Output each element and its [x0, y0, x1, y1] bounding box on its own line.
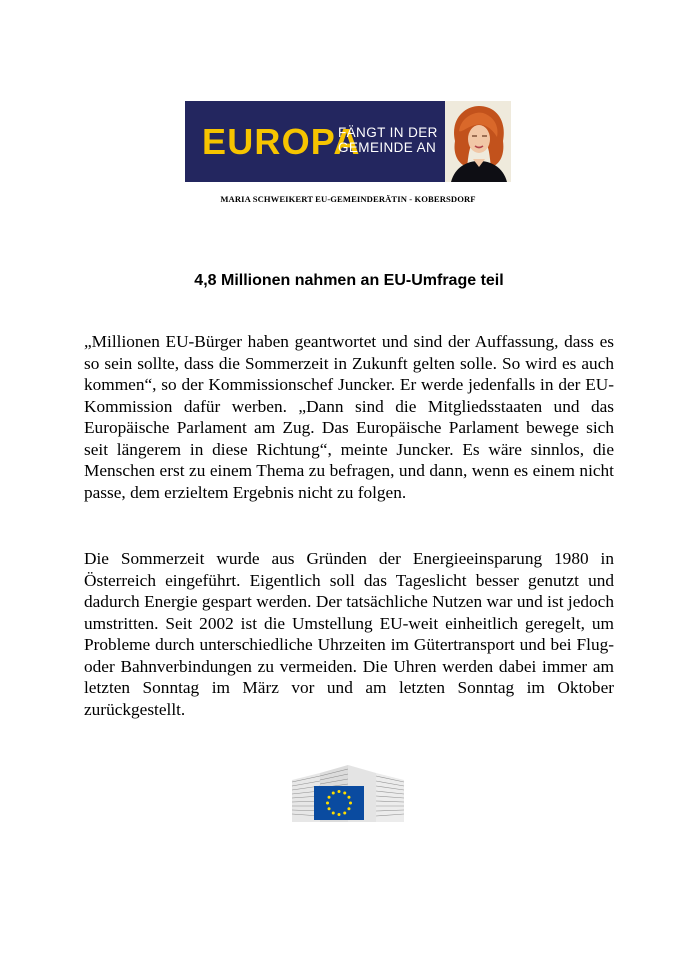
portrait-photo: [445, 101, 511, 182]
banner-slogan: FÄNGT IN DER GEMEINDE AN: [338, 125, 438, 155]
page-title: 4,8 Millionen nahmen an EU-Umfrage teil: [194, 272, 504, 289]
banner-title: EUROPA: [202, 121, 361, 162]
paragraph: „Millionen EU-Bürger haben geantwortet und sind der Auffassung, dass es so sein sollte, dass die Sommerzeit in Zukunft gelten solle. So wird es auch kommen“, so der Kommissionschef Juncker. Er werde jedenfalls in der EU-Kommission dafür werben. „Dann sind die Mitgliedsstaaten und das Europäische Parlament am Zug. Das Europäische Parlament bewege sich seit längerem in diese Richtung“, meinte Juncker. Es wäre sinnlos, die Menschen erst zu einem Thema zu befragen, und dann, wenn es einem nicht passe, dem erzieltem Ergebnis nicht zu folgen.: [84, 332, 614, 502]
subtitle: MARIA SCHWEIKERT EU-GEMEINDERÄTIN - KOBERSDORF: [220, 194, 476, 204]
european-commission-logo-icon: [290, 764, 406, 822]
paragraph: Die Sommerzeit wurde aus Gründen der Energieeinsparung 1980 in Österreich eingeführt. Eigentlich soll das Tageslicht besser genutzt und dadurch Energie gespart werden. Der tatsächliche Nutzen war und ist jedoch umstritten. Seit 2002 ist die Umstellung EU-weit einheitlich geregelt, um Probleme durch unterschiedliche Uhrzeiten im Gütertransport und bei Flug- oder Bahnverbindungen zu vermeiden. Die Uhren werden dabei immer am letzten Sonntag im März vor und am letzten Sonntag im Oktober zurückgestellt.: [84, 549, 614, 719]
portrait-icon: [445, 101, 511, 182]
header-banner: [185, 101, 511, 182]
european-commission-logo: [290, 764, 406, 822]
